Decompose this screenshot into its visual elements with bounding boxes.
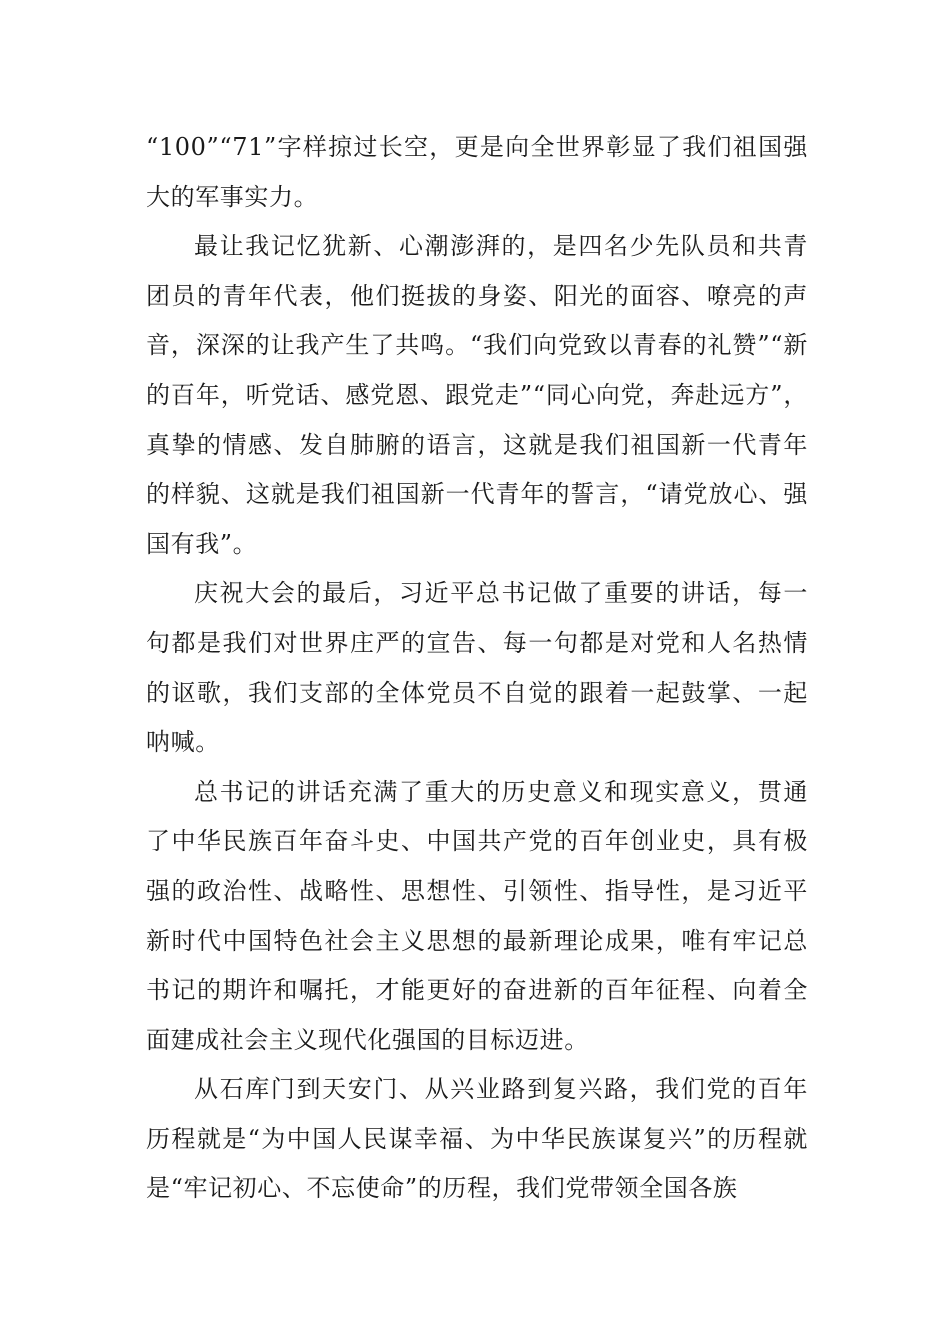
paragraph-party-history: 从石库门到天安门、从兴业路到复兴路，我们党的百年历程就是“为中国人民谋幸福、为中华民族谋复兴”的历程就是“牢记初心、不忘使命”的历程，我们党带领全国各族 [146, 1075, 808, 1203]
paragraph-continuation: “100”“71”字样掠过长空，更是向全世界彰显了我们祖国强大的军事实力。 [146, 133, 808, 211]
paragraph-speech: 庆祝大会的最后，习近平总书记做了重要的讲话，每一句都是我们对世界庄严的宣告、每一句都是对党和人名热情的讴歌，我们支部的全体党员不自觉的跟着一起鼓掌、一起呐喊。 [146, 579, 808, 757]
document-body [146, 123, 808, 1214]
paragraph-youth-representatives: 最让我记忆犹新、心潮澎湃的，是四名少先队员和共青团员的青年代表，他们挺拔的身姿、阳光的面容、嘹亮的声音，深深的让我产生了共鸣。“我们向党致以青春的礼赞”“新的百年，听党话、感党恩、跟党走”“同心向党，奔赴远方”，真挚的情感、发自肺腑的语言，这就是我们祖国新一代青年的样貌、这就是我们祖国新一代青年的誓言，“请党放心、强国有我”。 [146, 232, 808, 558]
paragraph-speech-significance: 总书记的讲话充满了重大的历史意义和现实意义，贯通了中华民族百年奋斗史、中国共产党的百年创业史，具有极强的政治性、战略性、思想性、引领性、指导性，是习近平新时代中国特色社会主义思想的最新理论成果，唯有牢记总书记的期许和嘱托，才能更好的奋进新的百年征程、向着全面建成社会主义现代化强国的目标迈进。 [146, 777, 808, 1054]
